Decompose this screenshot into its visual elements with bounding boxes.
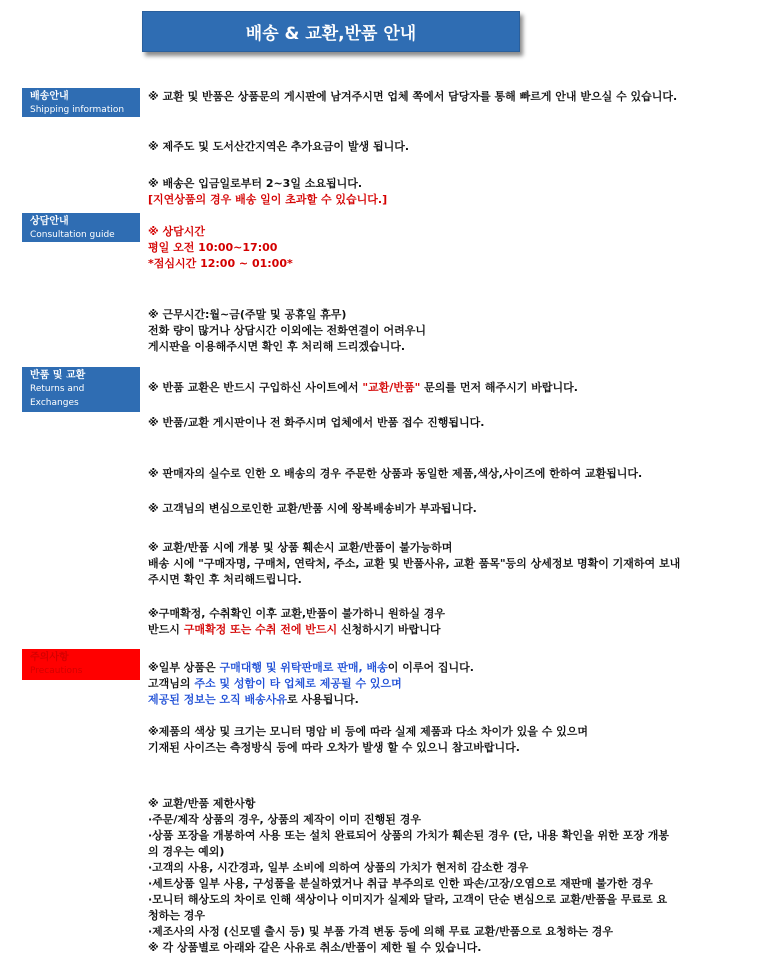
- text-line: ※ 배송은 입금일로부터 2~3일 소요됩니다.: [148, 177, 363, 190]
- text-run: 고객님의: [148, 677, 195, 690]
- text-line: ※ 근무시간:월~금(주말 및 공휴일 휴무): [148, 308, 347, 321]
- text-line: ※ 판매자의 실수로 인한 오 배송의 경우 주문한 상품과 동일한 제품,색상,사이즈에 한하여 교환됩니다.: [148, 467, 643, 480]
- returns-paragraph: [148, 501, 748, 517]
- section-label-en: Consultation guide: [30, 230, 115, 240]
- returns-paragraph: [148, 380, 748, 396]
- text-line: ·모니터 해상도의 차이로 인해 색상이나 이미지가 실제와 달라, 고객이 단순 변심으로 교환/반품을 무료로 요: [148, 893, 668, 906]
- shipping-paragraph: [148, 89, 748, 105]
- caution-restrictions: [148, 796, 748, 956]
- text-run: 로 사용됩니다.: [287, 693, 359, 706]
- shipping-paragraph: [148, 176, 748, 208]
- returns-paragraph: [148, 606, 748, 638]
- text-line: 배송 시에 "구매자명, 구매처, 연락처, 주소, 교환 및 반품사유, 교환 품목"등의 상세정보 명확이 기재하여 보내: [148, 557, 681, 570]
- section-label-ko: 주의사항: [30, 652, 69, 663]
- section-label-ko: 배송안내: [30, 91, 69, 102]
- section-label-caution: [22, 649, 140, 680]
- text-line: ·고객의 사용, 시간경과, 일부 소비에 의하여 상품의 가치가 현저히 감소한 경우: [148, 861, 529, 874]
- section-label-ko: 상담안내: [30, 216, 69, 227]
- consult-hours: [148, 224, 748, 272]
- text-run-highlight: 제공된 정보는: [148, 693, 220, 706]
- text-line: [148, 622, 748, 638]
- section-label-en: Precautions: [30, 666, 83, 676]
- text-run: 문의를 먼저 해주시기 바랍니다.: [420, 381, 578, 394]
- text-line: *점심시간 12:00 ~ 01:00*: [148, 257, 293, 270]
- text-line: ※ 제주도 및 도서산간지역은 추가요금이 발생 됩니다.: [148, 140, 409, 153]
- text-line: [148, 676, 748, 692]
- text-line: [지연상품의 경우 배송 일이 초과할 수 있습니다.]: [148, 193, 388, 206]
- text-line: ※ 반품/교환 게시판이나 전 화주시며 업체에서 반품 접수 진행됩니다.: [148, 416, 485, 429]
- section-label-ko: 반품 및 교환: [30, 370, 86, 381]
- text-line: 의 경우는 예외): [148, 845, 225, 858]
- text-line: ※ 교환 및 반품은 상품문의 게시판에 남겨주시면 업체 쪽에서 담당자를 통해 빠르게 안내 받으실 수 있습니다.: [148, 90, 678, 103]
- text-line: 주시면 확인 후 처리해드립니다.: [148, 573, 302, 586]
- section-label-en: Returns and: [30, 384, 85, 394]
- shipping-paragraph: [148, 139, 748, 155]
- text-run: ※ 반품 교환은 반드시 구입하신 사이트에서: [148, 381, 363, 394]
- text-run: 이 이루어 집니다.: [387, 661, 474, 674]
- section-label-en: Shipping information: [30, 105, 125, 115]
- text-line: ※ 상담시간: [148, 225, 206, 238]
- text-line: 평일 오전 10:00~17:00: [148, 241, 278, 254]
- caution-paragraph: [148, 724, 748, 756]
- text-line: 게시판을 이용해주시면 확인 후 처리해 드리겠습니다.: [148, 340, 406, 353]
- text-line: ·세트상품 일부 사용, 구성품을 분실하였거나 취급 부주의로 인한 파손/고장/오염으로 재판매 불가한 경우: [148, 877, 653, 890]
- text-line: [148, 380, 748, 396]
- text-run-highlight: 구매대행 및 위탁판매로 판매, 배송: [219, 661, 388, 674]
- text-line: 전화 량이 많거나 상담시간 이외에는 전화연결이 어려우니: [148, 324, 426, 337]
- text-line: ※ 각 상품별로 아래와 같은 사유로 취소/반품이 제한 될 수 있습니다.: [148, 941, 482, 954]
- caution-paragraph: [148, 660, 748, 708]
- section-label-consult: [22, 213, 140, 242]
- text-line: ※구매확정, 수취확인 이후 교환,반품이 불가하니 원하실 경우: [148, 607, 446, 620]
- consult-workdays: [148, 307, 748, 355]
- text-line: 기재된 사이즈는 측정방식 등에 따라 오차가 발생 할 수 있으니 참고바랍니다.: [148, 741, 520, 754]
- text-line: ※ 고객님의 변심으로인한 교환/반품 시에 왕복배송비가 부과됩니다.: [148, 502, 477, 515]
- text-run: 반드시: [148, 623, 184, 636]
- returns-paragraph: [148, 466, 748, 482]
- text-line: ※ 교환/반품 제한사항: [148, 797, 256, 810]
- text-run-highlight: 오직 배송사유: [219, 693, 288, 706]
- section-label-returns: [22, 367, 140, 412]
- section-label-shipping: [22, 88, 140, 117]
- text-run: ※일부 상품은: [148, 661, 220, 674]
- text-run-highlight: 주소 및 성함이 타 업체로 제공될 수 있으며: [194, 677, 402, 690]
- text-run-highlight: "교환/반품": [362, 381, 421, 394]
- text-line: [148, 660, 748, 676]
- text-line: ·상품 포장을 개봉하여 사용 또는 설치 완료되어 상품의 가치가 훼손된 경우 (단, 내용 확인을 위한 포장 개봉: [148, 829, 669, 842]
- text-line: 청하는 경우: [148, 909, 205, 922]
- section-label-en: Exchanges: [30, 398, 79, 408]
- page-title: 배송 & 교환,반품 안내: [142, 11, 520, 52]
- text-line: ·주문/제작 상품의 경우, 상품의 제작이 이미 진행된 경우: [148, 813, 421, 826]
- text-run: 신청하시기 바랍니다: [337, 623, 441, 636]
- text-line: ※제품의 색상 및 크기는 모니터 명암 비 등에 따라 실제 제품과 다소 차이가 있을 수 있으며: [148, 725, 589, 738]
- returns-paragraph: [148, 540, 748, 588]
- text-line: [148, 692, 748, 708]
- text-line: ·제조사의 사정 (신모델 출시 등) 및 부품 가격 변동 등에 의해 무료 교환/반품으로 요청하는 경우: [148, 925, 614, 938]
- text-run-highlight: 구매확정 또는 수취 전에 반드시: [183, 623, 338, 636]
- text-line: ※ 교환/반품 시에 개봉 및 상품 훼손시 교환/반품이 불가능하며: [148, 541, 453, 554]
- returns-paragraph: [148, 415, 748, 431]
